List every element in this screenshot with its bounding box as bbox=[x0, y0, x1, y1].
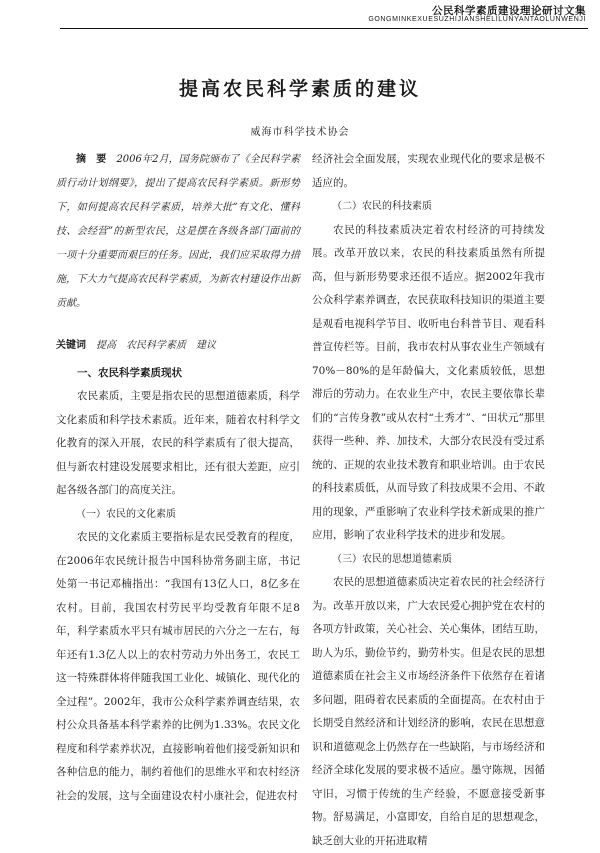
keywords bbox=[56, 334, 300, 358]
paragraph: 农民素质，主要是指农民的思想道德素质，科学文化素质和科学技术素质。近年来，随着农村科学文化教育的深入开展，农民的科学素质有了很大提高，但与新农村建设发展要求相比，还有很大差距，应引起各级各部门的高度关注。 bbox=[56, 390, 300, 496]
running-header-title: 公民科学素质建设理论研讨文集 bbox=[432, 5, 586, 17]
abstract bbox=[56, 148, 300, 316]
article-author: 威海市科学技术协会 bbox=[250, 127, 350, 138]
keywords-value: 提高 农民科学素质 建议 bbox=[96, 340, 216, 351]
paragraph: 农民的思想道德素质决定着农民的社会经济行为。改革开放以来，广大农民爱心拥护党在农村的各项方针政策，关心社会、关心集体，团结互助，助人为乐，勤俭节约，勤劳朴实。但是农民的思想道德素质在社会主义市场经济条件下依然存在着诸多问题，阻碍着农民素质的全面提高。在农村由于长期受自然经济和计划经济的影响，农民在思想意识和道德观念上仍然存在一些缺陷，与市场经济和经济全球化发展的要求极不适应。墨守陈规，因循守旧，习惯于传统的生产经验，不愿意接受新事物。舒易满足，小富即安，自给自足的思想观念，缺乏创大业的开拓进取精 bbox=[312, 576, 545, 847]
paragraph-continued: 经济社会全面发展，实现农业现代化的要求是极不适应的。 bbox=[312, 153, 545, 189]
left-column bbox=[56, 148, 300, 808]
paragraph: 农民的文化素质主要指标是农民受教育的程度，在2006年农民统计报告中国科协常务副主席，书记处第一书记邓楠指出：“我国有13亿人口，8亿多在农村。目前，我国农村劳民平均受教育年限不足8年，科学素质水平只有城市居民的六分之一左右，每年还有1.3亿人以上的农村劳动力外出务工，农民工这一特殊群体将伴随我国工业化、城镇化、现代化的全过程”。2002年，我市公众科学素养调查结果，农村公众具备基本科学素养的比例为1.33%。农民文化程度和科学素养状况，直接影响着他们接受新知识和各种信息的能力，制约着他们的思维水平和农村经济社会的发展，这与全面建设农村小康社会，促进农村 bbox=[56, 531, 300, 802]
running-header-pinyin: GONGMINKEXUESUZHIJIANSHELILUNYANTAOLUNWENJI bbox=[368, 16, 586, 23]
keywords-label: 关键词 bbox=[56, 340, 86, 351]
paragraph: 农民的科技素质决定着农村经济的可持续发展。改革开放以来，农民的科技素质虽然有所提高，但与新形势要求还很不适应。据2002年我市公众科学素养调查，农民获取科技知识的渠道主要是观看电视科学节目、收听电台科普节目、观看科普宣传栏等。目前，我市农村从事农业生产领域有70%－80%的是年龄偏大，文化素质较低，思想滞后的劳动力。在农业生产中，农民主要依靠长辈们的“言传身教”或从农村“土秀才”、“田状元”那里获得一些种、养、加技术，大部分农民没有受过系统的、正规的农业技术教育和职业培训。由于农民的科技素质低，从而导致了科技成果不会用、不敢用的现象，严重影响了农业科学技术新成果的推广应用，影响了农业科学技术的进步和发展。 bbox=[312, 223, 545, 541]
right-column bbox=[312, 148, 545, 853]
header-rule bbox=[60, 28, 588, 29]
subsection-heading: （一）农民的文化素质 bbox=[76, 508, 176, 520]
subsection-heading: （二）农民的科技素质 bbox=[332, 201, 432, 212]
article-title: 提高农民科学素质的建议 bbox=[178, 78, 421, 100]
abstract-text: 2006年2月，国务院颁布了《全民科学素质行动计划纲要》，提出了提高农民科学素质。新形势下，如何提高农民科学素质，培养大批“有文化、懂科技、会经营”的新型农民，这是摆在各级各部门面前的一项十分重要而艰巨的任务。因此，我们应采取得力措施，下大力气提高农民科学素质，为新农村建设作出新贡献。 bbox=[56, 154, 300, 309]
subsection-heading: （三）农民的思想道德素质 bbox=[332, 553, 452, 565]
section-heading-1: 一、农民科学素质现状 bbox=[77, 366, 182, 379]
abstract-label: 摘 要 bbox=[76, 154, 107, 165]
